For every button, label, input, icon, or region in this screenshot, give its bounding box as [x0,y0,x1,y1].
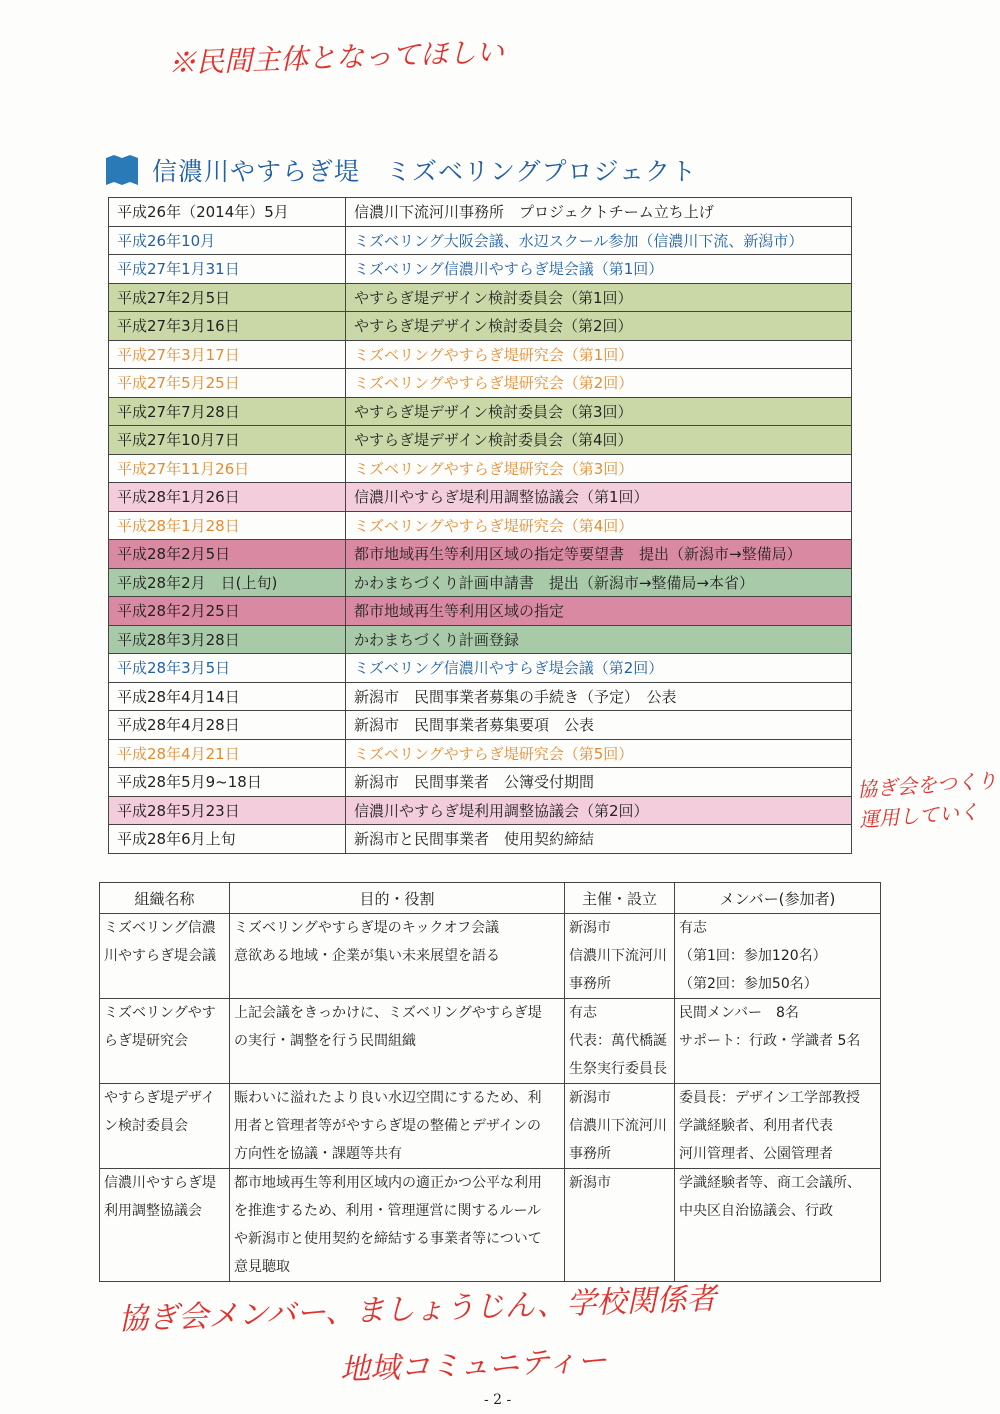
cell-line: 新潟市 [569,920,611,936]
cell-line: 都市地域再生等利用区域内の適正かつ公平な利用 [234,1175,542,1191]
org-members [675,914,881,999]
cell-line: 生祭実行委員長 [569,1061,667,1077]
timeline-date: 平成28年5月9~18日 [109,768,346,797]
timeline-event: 都市地域再生等利用区域の指定等要望書 提出（新潟市→整備局） [346,540,852,569]
timeline-date: 平成28年4月21日 [109,739,346,768]
cell-line: サポート：行政・学識者 5名 [679,1033,861,1049]
timeline-event: ミズベリング大阪会議、水辺スクール参加（信濃川下流、新潟市） [346,226,852,255]
timeline-date: 平成27年1月31日 [109,255,346,284]
cell-line: 利用調整協議会 [104,1203,202,1219]
timeline-event: 新潟市 民間事業者 公簿受付期間 [346,768,852,797]
timeline-event: やすらぎ堤デザイン検討委員会（第1回） [346,283,852,312]
timeline-date: 平成28年3月5日 [109,654,346,683]
timeline-date: 平成27年7月28日 [109,397,346,426]
cell-line: を推進するため、利用・管理運営に関するルール [234,1203,542,1219]
timeline-event: 信濃川やすらぎ堤利用調整協議会（第2回） [346,796,852,825]
org-members [675,1169,881,1282]
cell-line: 中央区自治協議会、行政 [679,1203,833,1219]
timeline-event: 新潟市と民間事業者 使用契約締結 [346,825,852,854]
cell-line: 方向性を協議・課題等共有 [234,1146,402,1162]
cell-line: 学識経験者等、商工会議所、 [679,1175,861,1191]
cell-line: ミズベリング信濃 [104,920,216,936]
org-members [675,1084,881,1169]
timeline-date: 平成28年5月23日 [109,796,346,825]
timeline-table [108,197,852,854]
cell-line: ミズベリングやすらぎ堤のキックオフ会議 [234,920,500,936]
timeline-date: 平成28年2月 日(上旬) [109,568,346,597]
org-purpose [230,1169,565,1282]
org-name [100,914,230,999]
timeline-row [109,454,852,483]
timeline-event: やすらぎ堤デザイン検討委員会（第4回） [346,426,852,455]
timeline-date: 平成28年4月14日 [109,682,346,711]
timeline-date: 平成27年3月16日 [109,312,346,341]
cell-line: 意欲ある地域・企業が集い未来展望を語る [234,948,500,964]
timeline-event: 信濃川下流河川事務所 プロジェクトチーム立ち上げ [346,198,852,227]
cell-line: 川やすらぎ堤会議 [104,948,216,964]
timeline-event: ミズベリングやすらぎ堤研究会（第3回） [346,454,852,483]
timeline-row [109,369,852,398]
page-number: - 2 - [484,1392,512,1408]
cell-line: らぎ堤研究会 [104,1033,188,1049]
cell-line: や新潟市と使用契約を締結する事業者等について [234,1231,542,1247]
cell-line: 委員長：デザイン工学部教授 [679,1090,861,1106]
timeline-date: 平成28年1月26日 [109,483,346,512]
timeline-event: 新潟市 民間事業者募集の手続き（予定） 公表 [346,682,852,711]
timeline-row [109,597,852,626]
timeline-date: 平成28年2月25日 [109,597,346,626]
timeline-date: 平成28年4月28日 [109,711,346,740]
cell-line: 意見聴取 [234,1259,290,1275]
org-purpose [230,1084,565,1169]
org-name [100,1084,230,1169]
timeline-row [109,426,852,455]
org-name [100,1169,230,1282]
timeline-row [109,483,852,512]
header-members: メンバー(参加者) [675,883,881,914]
cell-line: 事務所 [569,1146,611,1162]
org-row [100,999,881,1084]
timeline-event: かわまちづくり計画登録 [346,625,852,654]
cell-line: ミズベリングやす [104,1005,216,1021]
timeline-row [109,768,852,797]
org-host [565,1169,675,1282]
org-name [100,999,230,1084]
handwritten-note-side [856,765,1000,835]
timeline-event: ミズベリングやすらぎ堤研究会（第1回） [346,340,852,369]
timeline-row [109,397,852,426]
timeline-date: 平成27年2月5日 [109,283,346,312]
timeline-event: ミズベリングやすらぎ堤研究会（第2回） [346,369,852,398]
cell-line: 用者と管理者等がやすらぎ堤の整備とデザインの [234,1118,542,1134]
cell-line: 学識経験者、利用者代表 [679,1118,833,1134]
timeline-event: やすらぎ堤デザイン検討委員会（第3回） [346,397,852,426]
timeline-row [109,312,852,341]
timeline-row [109,796,852,825]
timeline-date: 平成26年（2014年）5月 [109,198,346,227]
timeline-date: 平成27年10月7日 [109,426,346,455]
org-host [565,999,675,1084]
org-host [565,1084,675,1169]
cell-line: 新潟市 [569,1090,611,1106]
org-purpose [230,999,565,1084]
timeline-event: ミズベリング信濃川やすらぎ堤会議（第1回） [346,255,852,284]
timeline-event: ミズベリング信濃川やすらぎ堤会議（第2回） [346,654,852,683]
timeline-row [109,739,852,768]
org-purpose [230,914,565,999]
timeline-date: 平成27年3月17日 [109,340,346,369]
title-text: 信濃川やすらぎ堤 ミズベリングプロジェクト [152,157,698,186]
timeline-row [109,625,852,654]
cell-line: 上記会議をきっかけに、ミズベリングやすらぎ堤 [234,1005,542,1021]
note-line: 運用していく [858,799,980,832]
timeline-row [109,283,852,312]
org-row [100,914,881,999]
cell-line: 有志 [569,1005,597,1021]
cell-line: （第1回：参加120名） [679,948,827,964]
timeline-date: 平成28年3月28日 [109,625,346,654]
header-purpose: 目的・役割 [230,883,565,914]
timeline-date: 平成28年6月上旬 [109,825,346,854]
timeline-row [109,340,852,369]
timeline-row [109,540,852,569]
org-host [565,914,675,999]
handwritten-note-top: ※民間主体となってほしい [167,35,505,80]
timeline-event: 都市地域再生等利用区域の指定 [346,597,852,626]
cell-line: 信濃川やすらぎ堤 [104,1175,216,1191]
timeline-row [109,226,852,255]
cell-line: やすらぎ堤デザイ [104,1090,216,1106]
timeline-event: かわまちづくり計画申請書 提出（新潟市→整備局→本省） [346,568,852,597]
cell-line: （第2回：参加50名） [679,976,818,992]
cell-line: 有志 [679,920,707,936]
cell-line: ン検討委員会 [104,1118,188,1134]
timeline-row [109,198,852,227]
cell-line: 民間メンバー 8名 [679,1005,799,1021]
header-host: 主催・設立 [565,883,675,914]
handwritten-note-bottom: 協ぎ会メンバー、ましょうじん、学校関係者 [117,1281,718,1338]
timeline-row [109,654,852,683]
timeline-date: 平成27年11月26日 [109,454,346,483]
timeline-event: ミズベリングやすらぎ堤研究会（第5回） [346,739,852,768]
timeline-date: 平成28年1月28日 [109,511,346,540]
timeline-event: 新潟市 民間事業者募集要項 公表 [346,711,852,740]
timeline-row [109,711,852,740]
handwritten-note-bottom-2: 地域コミュニティー [339,1343,608,1388]
timeline-row [109,682,852,711]
section-title [106,152,697,188]
timeline-event: 信濃川やすらぎ堤利用調整協議会（第1回） [346,483,852,512]
header-name: 組織名称 [100,883,230,914]
timeline-date: 平成26年10月 [109,226,346,255]
timeline-date: 平成27年5月25日 [109,369,346,398]
timeline-row [109,825,852,854]
timeline-row [109,255,852,284]
timeline-row [109,511,852,540]
cell-line: の実行・調整を行う民間組織 [234,1033,416,1049]
note-line: 協ぎ会をつくり [856,768,998,802]
cell-line: 河川管理者、公園管理者 [679,1146,833,1162]
org-row [100,1084,881,1169]
cell-line: 事務所 [569,976,611,992]
mizbering-logo-icon [106,155,138,185]
cell-line: 信濃川下流河川 [569,948,667,964]
org-members [675,999,881,1084]
cell-line: 信濃川下流河川 [569,1118,667,1134]
organization-table [99,882,881,1282]
org-row [100,1169,881,1282]
timeline-event: ミズベリングやすらぎ堤研究会（第4回） [346,511,852,540]
timeline-event: やすらぎ堤デザイン検討委員会（第2回） [346,312,852,341]
cell-line: 賑わいに溢れたより良い水辺空間にするため、利 [234,1090,542,1106]
cell-line: 代表：萬代橋誕 [569,1033,667,1049]
cell-line: 新潟市 [569,1175,611,1191]
timeline-row [109,568,852,597]
timeline-date: 平成28年2月5日 [109,540,346,569]
